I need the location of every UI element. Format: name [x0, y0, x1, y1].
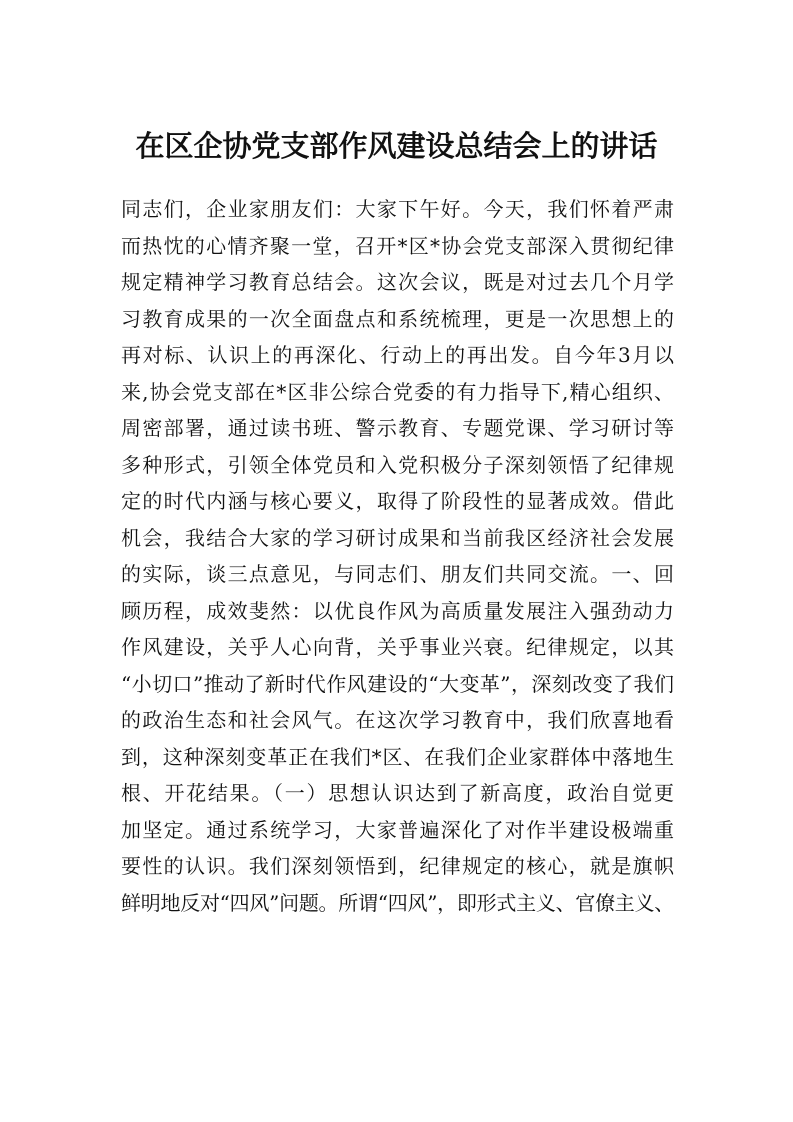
document-title: 在区企协党支部作风建设总结会上的讲话 — [135, 129, 658, 163]
body-line: 多种形式，引领全体党员和入党积极分子深刻领悟了纪律规 — [121, 452, 674, 477]
body-line: 来,协会党支部在*区非公综合党委的有力指导下,精心组织、 — [121, 379, 674, 404]
body-line: 而热忱的心情齐聚一堂，召开*区*协会党支部深入贯彻纪律 — [121, 233, 674, 258]
body-line: 加坚定。通过系统学习，大家普遍深化了对作半建设极端重 — [121, 817, 674, 842]
body-line: 周密部署，通过读书班、警示教育、专题党课、学习研讨等 — [121, 416, 674, 440]
body-line: 习教育成果的一次全面盘点和系统梳理，更是一次思想上的 — [121, 306, 674, 331]
body-line: “小切口”推动了新时代作风建设的“大变革”，深刻改变了我们 — [121, 671, 674, 696]
body-line: 的实际，谈三点意见，与同志们、朋友们共同交流。一、回 — [121, 562, 674, 586]
body-line: 机会，我结合大家的学习研讨成果和当前我区经济社会发展 — [121, 525, 674, 550]
body-line: 要性的认识。我们深刻领悟到，纪律规定的核心，就是旗帜 — [121, 854, 674, 878]
body-line: 同志们，企业家朋友们：大家下午好。今天，我们怀着严肃 — [121, 197, 674, 221]
body-line: 顾历程，成效斐然：以优良作风为高质量发展注入强劲动力 — [121, 598, 674, 623]
body-line: 再对标、认识上的再深化、行动上的再出发。自今年3月以 — [121, 343, 674, 367]
document-body — [121, 191, 674, 921]
body-line: 的政治生态和社会风气。在这次学习教育中，我们欣喜地看 — [121, 708, 674, 732]
body-line: 鲜明地反对“四风”问题。所谓“四风”，即形式主义、官僚主义、 — [121, 890, 674, 915]
body-line: 根、开花结果。（一）思想认识达到了新高度，政治自觉更 — [121, 781, 674, 805]
body-line: 定的时代内涵与核心要义，取得了阶段性的显著成效。借此 — [121, 489, 674, 513]
body-line: 规定精神学习教育总结会。这次会议，既是对过去几个月学 — [121, 270, 674, 294]
body-line: 作风建设，关乎人心向背，关乎事业兴衰。纪律规定，以其 — [121, 635, 674, 659]
body-line: 到，这种深刻变革正在我们*区、在我们企业家群体中落地生 — [121, 744, 674, 769]
